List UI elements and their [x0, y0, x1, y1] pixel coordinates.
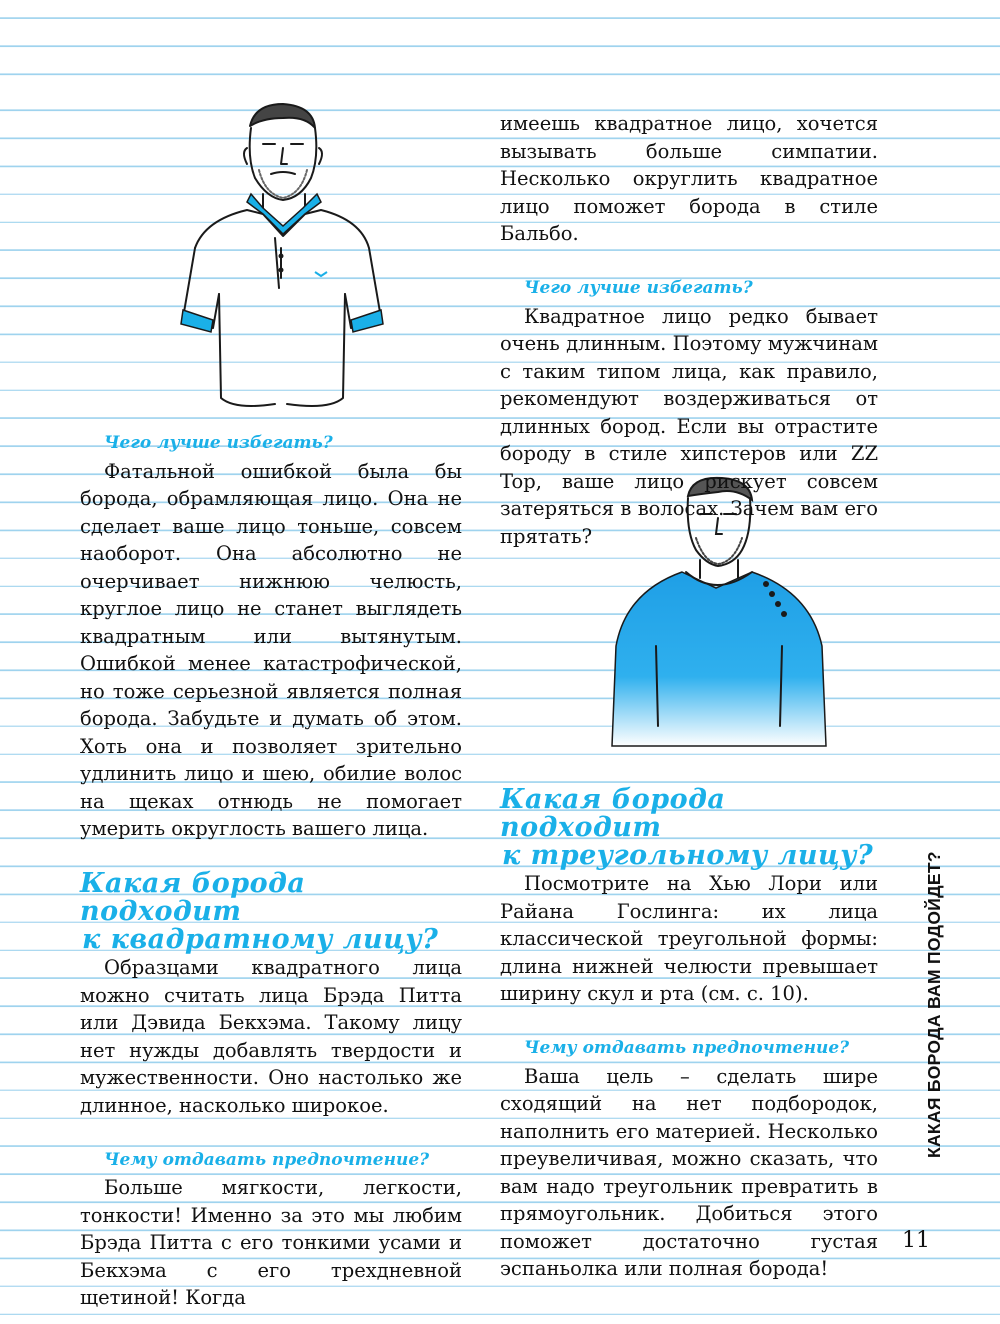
man-polo-illustration — [155, 98, 405, 430]
continued-paragraph: имеешь квадратное лицо, хочется вызывать больше симпатии. Несколько округлить квадратное лицо поможет борода в стиле Бальбо. — [500, 112, 878, 245]
side-running-title: КАКАЯ БОРОДА ВАМ ПОДОЙДЕТ? — [924, 851, 944, 1158]
square-face-heading — [80, 870, 462, 954]
page-number: 11 — [902, 1228, 930, 1253]
avoid-paragraph-left: Фатальной ошибкой была бы борода, обрамляющая лицо. Она не сделает ваше лицо тоньше, совсем наоборот. Она абсолютно не очерчивает нижнюю челюсть, круглое лицо не станет выглядеть квадратным или вытянутым. Ошибкой менее катастрофической, но тоже серьезной является полная борода. Забудьте и думать об этом. Хоть она и позволяет зрительно удлинить лицо и шею, обилие волос на щеках отнюдь не помогает умерить округлость вашего лица. — [80, 459, 462, 840]
avoid-paragraph-right: Квадратное лицо редко бывает очень длинным. Поэтому мужчинам с таким типом лица, как правило, рекомендуют воздерживаться от длинных бород. Если вы отрастите бороду в стиле хипстеров или ZZ Top, ваше лицо рискует совсем затеряться в волосах. Зачем вам его прятать? — [500, 304, 878, 548]
square-heading-line2: к квадратному лицу? — [82, 924, 439, 955]
triangle-face-paragraph: Посмотрите на Хью Лори или Райана Гослинга: их лица классической треугольной формы: длина нижней челюсти превышает ширину скул и рта (см. с. 10). — [500, 872, 878, 1005]
right-column-bottom — [500, 786, 878, 1283]
left-column — [80, 430, 462, 1312]
square-face-paragraph: Образцами квадратного лица можно считать лица Брэда Питта или Дэвида Бекхэма. Такому лицу нет нужды добавлять твердости и мужественности. Оно настолько же длинное, насколько широкое. — [80, 956, 462, 1117]
triangle-face-heading — [500, 786, 878, 870]
triangle-heading-line1: Какая борода подходит — [500, 784, 726, 843]
avoid-subheading-right: Чего лучше избегать? — [524, 278, 753, 298]
right-column — [500, 110, 878, 550]
prefer-subheading-right: Чему отдавать предпочтение? — [524, 1038, 850, 1058]
prefer-subheading-left: Чему отдавать предпочтение? — [104, 1149, 430, 1170]
prefer-paragraph-left: Больше мягкости, легкости, тонкости! Именно за это мы любим Брэда Питта с его тонкими усами и Бекхэма с его трехдневной щетиной! Когда — [80, 1176, 462, 1309]
square-heading-line1: Какая борода подходит — [80, 868, 306, 927]
prefer-paragraph-right: Ваша цель – сделать шире сходящий на нет подбородок, наполнить его материей. Несколько преувеличивая, можно сказать, что вам надо треугольник превратить в прямоугольник. Добиться этого поможет достаточно густая эспаньолка или полная борода! — [500, 1064, 878, 1280]
avoid-subheading-left: Чего лучше избегать? — [104, 433, 333, 453]
triangle-heading-line2: к треугольному лицу? — [502, 840, 874, 871]
